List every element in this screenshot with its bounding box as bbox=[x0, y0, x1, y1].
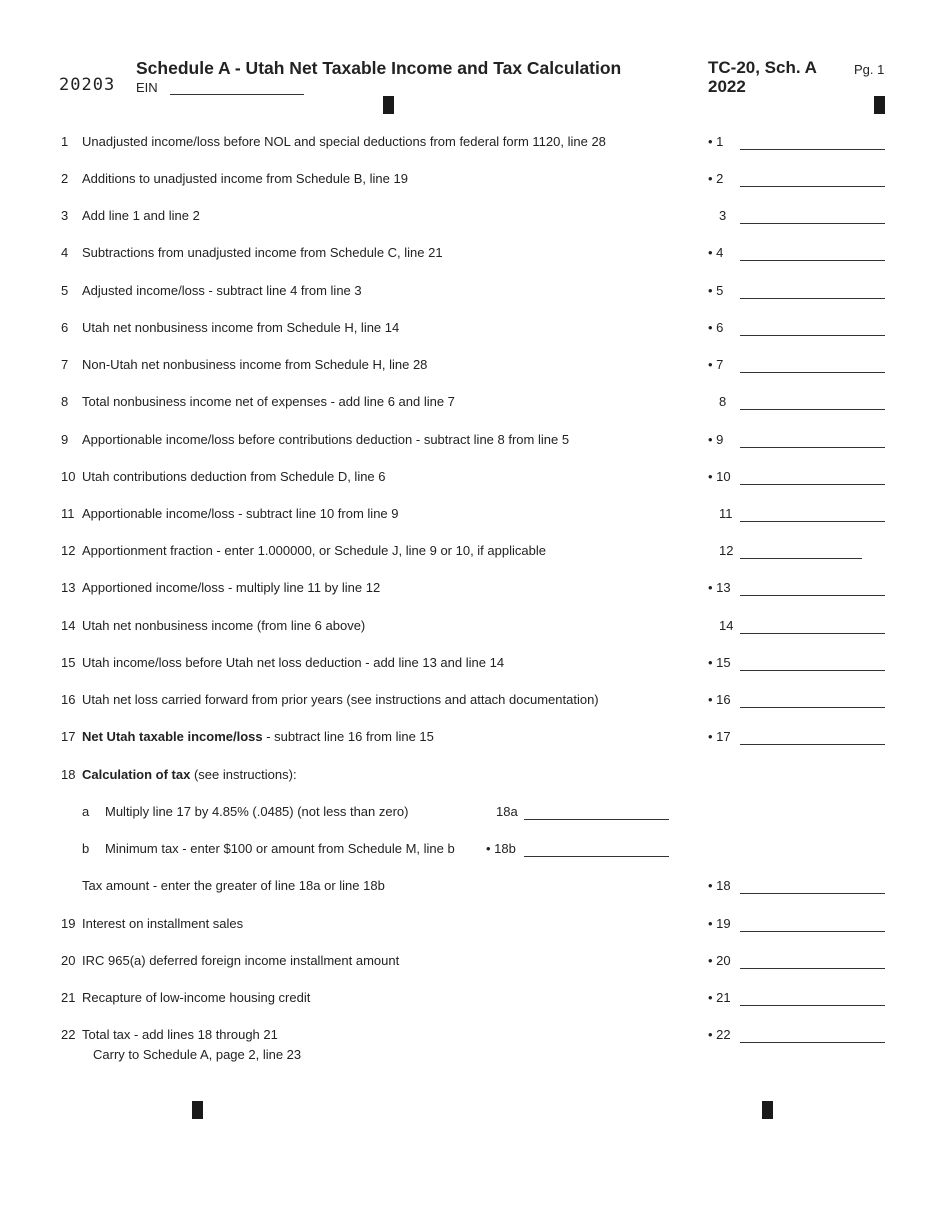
line-number: 14 bbox=[61, 618, 76, 633]
form-line-19 bbox=[0, 916, 950, 936]
form-line-15 bbox=[0, 655, 950, 675]
form-line-6 bbox=[0, 320, 950, 340]
line-number: 21 bbox=[61, 990, 76, 1005]
form-line-14 bbox=[0, 618, 950, 638]
line-box-label: • 15 bbox=[708, 655, 731, 670]
line-box-label: • 2 bbox=[708, 171, 724, 186]
line-description-bold: Calculation of tax bbox=[82, 767, 191, 782]
line-number: 1 bbox=[61, 134, 69, 149]
line-description: Additions to unadjusted income from Schedule B, line 19 bbox=[82, 171, 408, 186]
page-number: Pg. 1 bbox=[854, 62, 885, 77]
registration-mark bbox=[192, 1101, 203, 1119]
amount-field-10[interactable] bbox=[740, 484, 885, 485]
line-number: 18 bbox=[61, 767, 76, 782]
line-box-label: • 16 bbox=[708, 692, 731, 707]
amount-field-18[interactable] bbox=[740, 893, 885, 894]
line-description: Apportionable income/loss before contributions deduction - subtract line 8 from line 5 bbox=[82, 432, 570, 447]
sub-line-description: Multiply line 17 by 4.85% (.0485) (not less than zero) bbox=[105, 804, 409, 819]
line-description-rest: (see instructions): bbox=[190, 767, 297, 782]
amount-field-4[interactable] bbox=[740, 260, 885, 261]
amount-field-20[interactable] bbox=[740, 968, 885, 969]
amount-field-5[interactable] bbox=[740, 298, 885, 299]
apportionment-fraction-field[interactable] bbox=[740, 558, 862, 559]
line-number: 7 bbox=[61, 357, 69, 372]
amount-field-11[interactable] bbox=[740, 521, 885, 522]
amount-field-14[interactable] bbox=[740, 633, 885, 634]
line-number: 11 bbox=[61, 506, 75, 521]
ein-label: EIN bbox=[136, 80, 158, 95]
page-title: Schedule A - Utah Net Taxable Income and Tax Calculation bbox=[136, 58, 622, 78]
line-box-label: 14 bbox=[719, 618, 734, 633]
amount-field-15[interactable] bbox=[740, 670, 885, 671]
amount-field-21[interactable] bbox=[740, 1005, 885, 1006]
line-box-label: 8 bbox=[719, 394, 727, 409]
form-line-10 bbox=[0, 469, 950, 489]
line-description: Utah net loss carried forward from prior years (see instructions and attach documentation) bbox=[82, 692, 599, 707]
line-number: 2 bbox=[61, 171, 69, 186]
line-number: 22 bbox=[61, 1027, 76, 1042]
form-line-20 bbox=[0, 953, 950, 973]
line-box-label: 11 bbox=[719, 506, 733, 521]
line-box-label: • 1 bbox=[708, 134, 724, 149]
sub-line-letter: a bbox=[82, 804, 90, 819]
line-box-label: • 18 bbox=[708, 878, 731, 893]
line-number: 16 bbox=[61, 692, 76, 707]
line-description-rest: - subtract line 16 from line 15 bbox=[262, 729, 434, 744]
line-description: Apportioned income/loss - multiply line 11 by line 12 bbox=[82, 580, 381, 595]
line-description: Adjusted income/loss - subtract line 4 from line 3 bbox=[82, 283, 362, 298]
line-description: Tax amount - enter the greater of line 18a or line 18b bbox=[82, 878, 385, 893]
amount-field-19[interactable] bbox=[740, 931, 885, 932]
amount-field-7[interactable] bbox=[740, 372, 885, 373]
line-description: Unadjusted income/loss before NOL and special deductions from federal form 1120, line 28 bbox=[82, 134, 606, 149]
form-line-4 bbox=[0, 245, 950, 265]
line-description: Non-Utah net nonbusiness income from Schedule H, line 28 bbox=[82, 357, 428, 372]
amount-field-8[interactable] bbox=[740, 409, 885, 410]
form-code: 20203 bbox=[59, 75, 116, 95]
form-line-13 bbox=[0, 580, 950, 600]
amount-field-18a[interactable] bbox=[524, 819, 669, 820]
line-box-label: • 17 bbox=[708, 729, 731, 744]
line-number: 19 bbox=[61, 916, 76, 931]
amount-field-18b[interactable] bbox=[524, 856, 669, 857]
line-number: 15 bbox=[61, 655, 76, 670]
line-description: Utah net nonbusiness income from Schedule H, line 14 bbox=[82, 320, 400, 335]
line-number: 5 bbox=[61, 283, 69, 298]
line-box-label: • 9 bbox=[708, 432, 724, 447]
line-number: 9 bbox=[61, 432, 69, 447]
line-box-label: • 10 bbox=[708, 469, 731, 484]
form-line-7 bbox=[0, 357, 950, 377]
sub-line-box-label: • 18b bbox=[486, 841, 516, 856]
line-description: Apportionment fraction - enter 1.000000, or Schedule J, line 9 or 10, if applicable bbox=[82, 543, 546, 558]
line-box-label: • 7 bbox=[708, 357, 724, 372]
line-number: 4 bbox=[61, 245, 69, 260]
line-box-label: • 21 bbox=[708, 990, 731, 1005]
line-number: 17 bbox=[61, 729, 76, 744]
line-number: 20 bbox=[61, 953, 76, 968]
line-description: Add line 1 and line 2 bbox=[82, 208, 200, 223]
line-description: Apportionable income/loss - subtract line 10 from line 9 bbox=[82, 506, 399, 521]
ein-field[interactable] bbox=[170, 94, 304, 95]
form-line-17 bbox=[0, 729, 950, 749]
amount-field-16[interactable] bbox=[740, 707, 885, 708]
sub-line-box-label: 18a bbox=[496, 804, 518, 819]
form-line-2 bbox=[0, 171, 950, 191]
form-line-8 bbox=[0, 394, 950, 414]
line-box-label: 12 bbox=[719, 543, 734, 558]
form-line-1 bbox=[0, 134, 950, 154]
line-box-label: • 13 bbox=[708, 580, 731, 595]
line-box-label: • 6 bbox=[708, 320, 724, 335]
line-description: Utah contributions deduction from Schedule D, line 6 bbox=[82, 469, 386, 484]
line-box-label: 3 bbox=[719, 208, 727, 223]
form-line-16 bbox=[0, 692, 950, 712]
amount-field-3[interactable] bbox=[740, 223, 885, 224]
sub-line-letter: b bbox=[82, 841, 90, 856]
line-description: Total nonbusiness income net of expenses - add line 6 and line 7 bbox=[82, 394, 455, 409]
registration-mark bbox=[383, 96, 394, 114]
form-line-18-total bbox=[0, 878, 950, 898]
line-description: Total tax - add lines 18 through 21 bbox=[82, 1027, 278, 1042]
line-box-label: • 19 bbox=[708, 916, 731, 931]
line-number: 3 bbox=[61, 208, 69, 223]
registration-mark bbox=[874, 96, 885, 114]
amount-field-6[interactable] bbox=[740, 335, 885, 336]
form-line-11 bbox=[0, 506, 950, 526]
form-line-21 bbox=[0, 990, 950, 1010]
line-box-label: • 4 bbox=[708, 245, 724, 260]
line-number: 8 bbox=[61, 394, 69, 409]
form-line-18b bbox=[0, 841, 950, 861]
form-year: 2022 bbox=[708, 77, 746, 96]
line-description: Utah net nonbusiness income (from line 6 above) bbox=[82, 618, 366, 633]
line-number: 10 bbox=[61, 469, 76, 484]
line-description: Utah income/loss before Utah net loss deduction - add line 13 and line 14 bbox=[82, 655, 505, 670]
form-line-22 bbox=[0, 1027, 950, 1047]
form-id: TC-20, Sch. A bbox=[708, 58, 817, 77]
registration-mark bbox=[762, 1101, 773, 1119]
form-line-12 bbox=[0, 543, 950, 563]
amount-field-22[interactable] bbox=[740, 1042, 885, 1043]
amount-field-13[interactable] bbox=[740, 595, 885, 596]
line-number: 6 bbox=[61, 320, 69, 335]
line-number: 13 bbox=[61, 580, 76, 595]
amount-field-9[interactable] bbox=[740, 447, 885, 448]
line-description-bold: Net Utah taxable income/loss bbox=[82, 729, 263, 744]
line-description: Interest on installment sales bbox=[82, 916, 244, 931]
line-box-label: • 22 bbox=[708, 1027, 731, 1042]
amount-field-1[interactable] bbox=[740, 149, 885, 150]
line-box-label: • 5 bbox=[708, 283, 724, 298]
line-description bbox=[82, 729, 434, 744]
form-line-18a bbox=[0, 804, 950, 824]
form-line-5 bbox=[0, 283, 950, 303]
line-box-label: • 20 bbox=[708, 953, 731, 968]
line-number: 12 bbox=[61, 543, 76, 558]
amount-field-2[interactable] bbox=[740, 186, 885, 187]
carry-forward-note: Carry to Schedule A, page 2, line 23 bbox=[93, 1047, 302, 1062]
form-line-18 bbox=[0, 767, 950, 787]
line-description: IRC 965(a) deferred foreign income installment amount bbox=[82, 953, 400, 968]
line-description bbox=[82, 767, 297, 782]
line-description: Recapture of low-income housing credit bbox=[82, 990, 311, 1005]
sub-line-description: Minimum tax - enter $100 or amount from Schedule M, line b bbox=[105, 841, 455, 856]
line-description: Subtractions from unadjusted income from Schedule C, line 21 bbox=[82, 245, 443, 260]
amount-field-17[interactable] bbox=[740, 744, 885, 745]
form-line-3 bbox=[0, 208, 950, 228]
form-line-9 bbox=[0, 432, 950, 452]
